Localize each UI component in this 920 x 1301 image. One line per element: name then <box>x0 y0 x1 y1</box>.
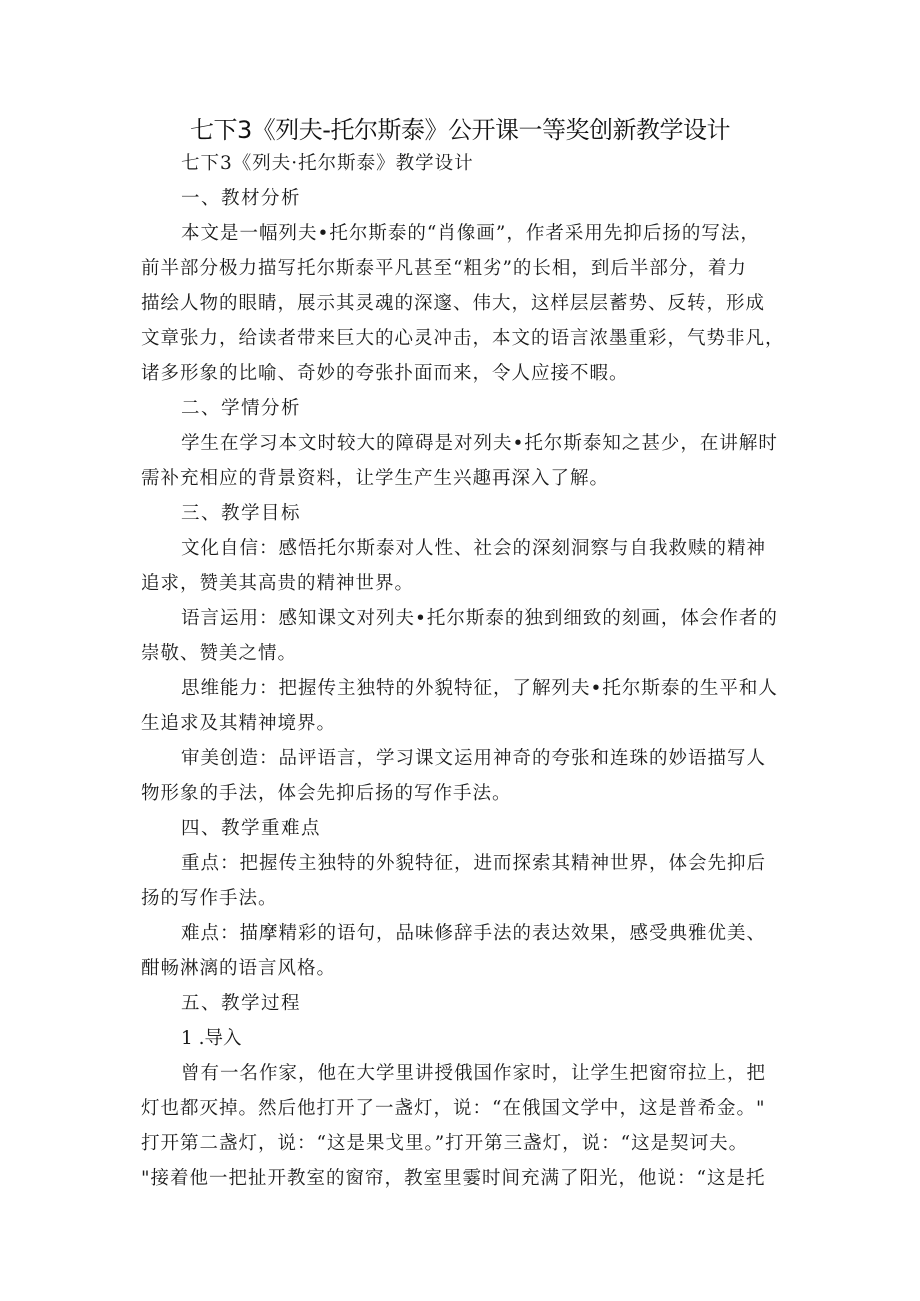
paragraph-line: 扬的写作手法。 <box>141 888 278 909</box>
paragraph-line: 描绘人物的眼睛，展示其灵魂的深邃、伟大，这样层层蓄势、反转，形成 <box>141 293 766 314</box>
paragraph-line: 前半部分极力描写托尔斯泰平凡甚至“粗劣”的长相，到后半部分，着力 <box>141 258 747 279</box>
paragraph-line: 文章张力，给读者带来巨大的心灵冲击，本文的语言浓墨重彩，气势非凡， <box>141 328 785 349</box>
paragraph-line: 酣畅淋漓的语言风格。 <box>141 958 337 979</box>
paragraph-line: "接着他一把扯开教室的窗帘，教室里霎时间充满了阳光，他说：“这是托 <box>141 1168 766 1189</box>
paragraph-line: 灯也都灭掉。然后他打开了一盏灯，说：“在俄国文学中，这是普希金。" <box>141 1098 766 1119</box>
paragraph-line: 学生在学习本文时较大的障碍是对列夫•托尔斯泰知之甚少，在讲解时 <box>181 433 778 454</box>
paragraph-line: 打开第二盏灯，说：“这是果戈里。”打开第三盏灯，说：“这是契诃夫。 <box>141 1133 749 1154</box>
paragraph-line: 重点：把握传主独特的外貌特征，进而探索其精神世界，体会先抑后 <box>181 853 767 874</box>
section-heading-5: 五、教学过程 <box>181 993 302 1014</box>
section-heading-3: 三、教学目标 <box>181 503 302 524</box>
section-heading-4: 四、教学重难点 <box>181 818 322 839</box>
paragraph-line: 崇敬、赞美之情。 <box>141 643 298 664</box>
section-heading-2: 二、学情分析 <box>181 398 302 419</box>
paragraph-line: 诸多形象的比喻、奇妙的夸张扑面而来，令人应接不暇。 <box>141 363 629 384</box>
paragraph-line: 需补充相应的背景资料，让学生产生兴趣再深入了解。 <box>141 468 610 489</box>
paragraph-line: 物形象的手法，体会先抑后扬的写作手法。 <box>141 783 512 804</box>
paragraph-line: 追求，赞美其高贵的精神世界。 <box>141 573 415 594</box>
paragraph-line: 文化自信：感悟托尔斯泰对人性、社会的深刻洞察与自我救赎的精神 <box>181 538 767 559</box>
paragraph-line: 曾有一名作家，他在大学里讲授俄国作家时，让学生把窗帘拉上，把 <box>181 1063 767 1084</box>
paragraph-line: 难点：描摩精彩的语句，品味修辞手法的表达效果，感受典雅优美、 <box>181 923 767 944</box>
paragraph-line: 审美创造：品评语言，学习课文运用神奇的夸张和连珠的妙语描写人 <box>181 748 767 769</box>
paragraph-line: 生追求及其精神境界。 <box>141 713 337 734</box>
subtitle: 七下3《列夫·托尔斯泰》教学设计 <box>181 153 474 174</box>
paragraph-line: 本文是一幅列夫•托尔斯泰的“肖像画”，作者采用先抑后扬的写法， <box>181 223 760 244</box>
section-heading-1: 一、教材分析 <box>181 188 302 209</box>
paragraph-line: 思维能力：把握传主独特的外貌特征，了解列夫•托尔斯泰的生平和人 <box>181 678 778 699</box>
step-heading: 1 .导入 <box>181 1028 242 1049</box>
document-body <box>141 146 791 1196</box>
document-title: 七下3《列夫-托尔斯泰》公开课一等奖创新教学设计 <box>190 116 730 144</box>
paragraph-line: 语言运用：感知课文对列夫•托尔斯泰的独到细致的刻画，体会作者的 <box>181 608 778 629</box>
